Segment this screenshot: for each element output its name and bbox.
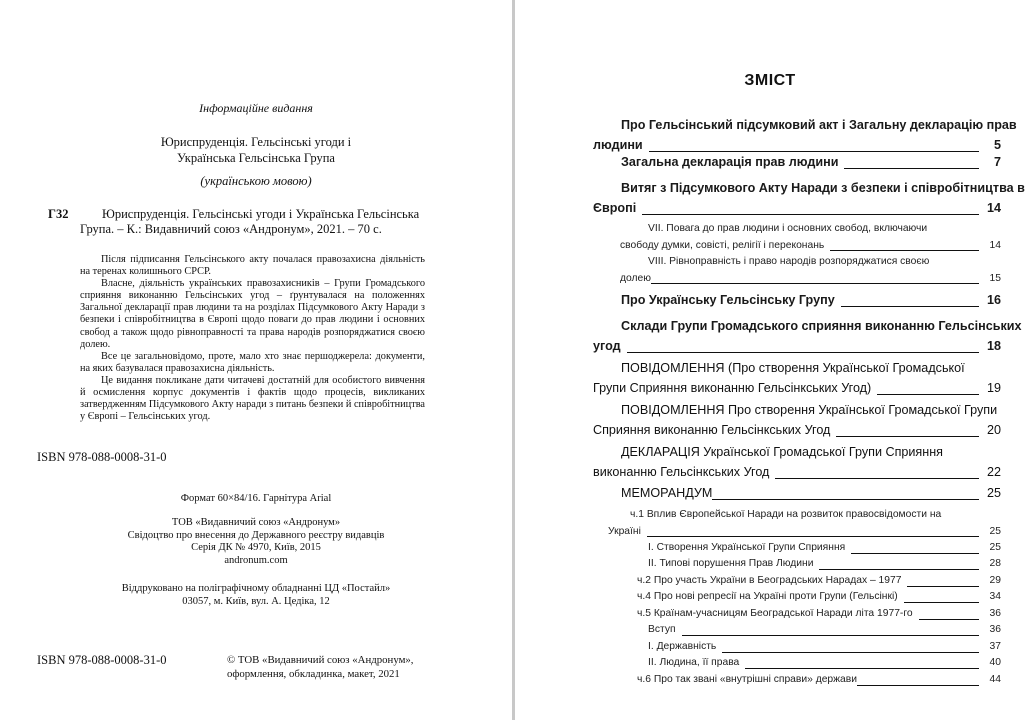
catalog-code: Г32 xyxy=(48,207,69,221)
toc-entry[interactable] xyxy=(648,639,1001,656)
toc-leader-line xyxy=(919,619,979,620)
toc-entry-title: ч.2 Про участь України в Београдських Нарадах – 1977 xyxy=(637,575,902,586)
toc-entry-title: ч.6 Про так звані «внутрішні справи» держави xyxy=(637,674,858,685)
toc-page-number: 25 xyxy=(986,486,1001,500)
toc-entry-title: ПОВІДОМЛЕННЯ Про створення Української Громадської Групи xyxy=(621,403,998,417)
printer-line: 03057, м. Київ, вул. А. Цедіка, 12 xyxy=(182,596,330,607)
publisher-website: andronum.com xyxy=(224,554,288,566)
toc-entry-title: ІІ. Типові порушення Прав Людини xyxy=(648,558,814,569)
toc-page-number: 25 xyxy=(989,525,1001,537)
toc-leader-line xyxy=(904,602,979,603)
book-title-line: Українська Гельсінська Група xyxy=(177,151,335,165)
toc-leader-line xyxy=(819,569,979,570)
toc-entry-title: ч.1 Вплив Європейської Наради на розвиток правосвідомости на xyxy=(630,509,942,520)
toc-entry-title-cont: людини xyxy=(593,138,643,152)
abstract-paragraph: Власне, діяльність українських правозахисників – Групи Громадського сприяння виконанню Гельсінських угод – ґрунтувалася на положеннях Загальної декларації прав людини та на розділах Підсумкового Акту Наради з безпеки і співробітництва в Європі щодо поваги до прав людини і основних свобод а також щодо рівноправності та права народів розпоряджатися своєю долею. xyxy=(80,278,425,350)
toc-entry-title: ПОВІДОМЛЕННЯ (Про створення Української Громадської xyxy=(621,361,965,375)
toc-entry[interactable] xyxy=(593,316,1022,356)
book-title xyxy=(0,134,512,166)
toc-entry-title: Про Гельсінський підсумковий акт і Загальну декларацію прав xyxy=(621,118,1017,132)
toc-entry[interactable] xyxy=(648,655,1001,672)
toc-entry[interactable] xyxy=(593,358,1001,398)
toc-leader-line xyxy=(642,214,979,215)
copyright-line: оформлення, обкладинка, макет, 2021 xyxy=(227,668,400,680)
toc-entry-title-cont: виконанню Гельсінкських Угод xyxy=(593,465,770,479)
toc-page-number: 36 xyxy=(989,608,1001,619)
toc-entry-title-cont: свободу думки, совісті, релігії і переконань xyxy=(620,240,825,251)
toc-leader-line xyxy=(651,283,979,284)
toc-entry-title: VIII. Рівноправність і право народів розпоряджатися своєю xyxy=(648,256,930,267)
printer-line: Віддруковано на поліграфічному обладнанні ЦД «Постайл» xyxy=(121,583,391,594)
toc-entry-title: ч.4 Про нові репресії на Україні проти Групи (Гельсінкі) xyxy=(637,591,898,602)
toc-entry[interactable] xyxy=(648,540,1001,557)
toc-page-number: 28 xyxy=(989,558,1001,569)
toc-entry-title: Про Українську Гельсінську Групу xyxy=(621,293,835,307)
toc-page-number: 36 xyxy=(989,624,1001,635)
toc-entry[interactable] xyxy=(593,442,1001,482)
toc-entry[interactable] xyxy=(637,606,1001,623)
toc-entry-title-cont: угод xyxy=(593,339,621,353)
toc-page-number: 20 xyxy=(986,423,1001,437)
language-note: (українською мовою) xyxy=(200,174,312,188)
toc-entry-title-cont: долею xyxy=(620,273,651,284)
toc-leader-line xyxy=(745,668,979,669)
abstract-paragraph: Після підписання Гельсінського акту почалася правозахисна діяльність на теренах колишнього СРСР. xyxy=(80,254,425,278)
toc-entry-title: ДЕКЛАРАЦІЯ Української Громадської Групи Сприяння xyxy=(621,445,943,459)
toc-entry[interactable] xyxy=(593,483,1001,503)
toc-entry-title: Загальна декларація прав людини xyxy=(621,155,839,169)
publisher-info xyxy=(0,517,512,567)
toc-leader-line xyxy=(841,306,979,307)
toc-entry-title: Вступ xyxy=(648,624,676,635)
publisher-line: Серія ДК № 4970, Київ, 2015 xyxy=(191,542,321,553)
copyright-notice xyxy=(227,653,414,681)
toc-entry[interactable] xyxy=(608,507,1001,540)
toc-page-number: 40 xyxy=(989,657,1001,668)
toc-entry-title-cont: Європі xyxy=(593,201,637,215)
toc-entry-title: VII. Повага до прав людини і основних свобод, включаючи xyxy=(648,223,928,234)
toc-entry-title-cont: Сприяння виконанню Гельсінкських Угод xyxy=(593,423,831,437)
toc-entry[interactable] xyxy=(593,178,1025,218)
toc-leader-line xyxy=(836,436,979,437)
toc-entry[interactable] xyxy=(648,622,1001,639)
toc-leader-line xyxy=(775,478,979,479)
toc-page-number: 19 xyxy=(986,381,1001,395)
toc-entry[interactable] xyxy=(593,152,1001,172)
toc-page-number: 29 xyxy=(989,575,1001,586)
toc-page-number: 22 xyxy=(986,465,1001,479)
format-line: Формат 60×84/16. Гарнітура Arial xyxy=(180,493,332,504)
book-title-line: Юриспруденція. Гельсінські угоди і xyxy=(160,135,352,149)
bibliographic-entry: Юриспруденція. Гельсінські угоди і Українська Гельсінська Група. – К.: Видавничий союз «Андронум», 2021. – 70 с. xyxy=(80,207,420,236)
toc-leader-line xyxy=(857,685,979,686)
toc-entry[interactable] xyxy=(593,400,1001,440)
toc-entry[interactable] xyxy=(593,115,1017,155)
toc-leader-line xyxy=(844,168,979,169)
toc-entry-title: Витяг з Підсумкового Акту Наради з безпеки і співробітництва в xyxy=(621,181,1025,195)
toc-entry[interactable] xyxy=(620,253,1001,287)
toc-page-number: 34 xyxy=(989,591,1001,602)
abstract-paragraph: Це видання покликане дати читачеві достатній для особистого вивчення й осмислення корпус документів і фактів щодо процесів, викликаних затвердженням Підсумкового Акту наради з питань безпеки й співробітництва у Європі – Гельсінських угод. xyxy=(80,374,425,423)
toc-entry[interactable] xyxy=(637,589,1001,606)
copyright-line: © ТОВ «Видавничий союз «Андронум», xyxy=(227,654,414,666)
toc-entry-title: І. Державність xyxy=(648,641,717,652)
toc-page-number: 44 xyxy=(989,674,1001,685)
toc-title: ЗМІСТ xyxy=(744,72,796,89)
isbn-bottom: ISBN 978-088-0008-31-0 xyxy=(37,653,167,667)
toc-page-number: 5 xyxy=(993,138,1001,152)
publisher-line: ТОВ «Видавничий союз «Андронум» xyxy=(171,517,341,528)
toc-entry-title: ІІ. Людина, її права xyxy=(648,657,740,668)
toc-leader-line xyxy=(712,499,979,500)
printer-info xyxy=(0,582,512,608)
abstract-paragraph: Все це загальновідомо, проте, мало хто знає першоджерела: документи, на яких базувалася правозахисна діяльність. xyxy=(80,350,425,374)
toc-page-number: 7 xyxy=(993,155,1001,169)
toc-page-number: 37 xyxy=(989,641,1001,652)
toc-page-number: 18 xyxy=(986,339,1001,353)
toc-entry[interactable] xyxy=(648,556,1001,573)
toc-entry-title: І. Створення Української Групи Сприяння xyxy=(648,542,846,553)
toc-leader-line xyxy=(627,352,979,353)
toc-page-number: 16 xyxy=(986,293,1001,307)
toc-entry[interactable] xyxy=(620,220,1001,254)
edition-type-label: Інформаційне видання xyxy=(199,101,313,115)
toc-leader-line xyxy=(830,250,979,251)
toc-leader-line xyxy=(907,586,979,587)
toc-entry-title: МЕМОРАНДУМ xyxy=(621,486,713,500)
toc-entry-title-cont: Групи Сприяння виконанню Гельсінкських Угод) xyxy=(593,381,872,395)
toc-leader-line xyxy=(722,652,979,653)
toc-page-number: 14 xyxy=(986,201,1001,215)
toc-entry[interactable] xyxy=(637,672,1001,689)
abstract xyxy=(80,254,425,423)
toc-leader-line xyxy=(851,553,979,554)
toc-page-number: 14 xyxy=(989,240,1001,251)
toc-page-number: 25 xyxy=(989,542,1001,553)
toc-entry[interactable] xyxy=(637,573,1001,590)
toc-page-number: 15 xyxy=(989,273,1001,284)
isbn: ISBN 978-088-0008-31-0 xyxy=(37,450,167,464)
toc-leader-line xyxy=(877,394,979,395)
toc-entry[interactable] xyxy=(593,290,1001,310)
toc-entry-title: Склади Групи Громадського сприяння виконанню Гельсінських xyxy=(621,319,1022,333)
publisher-line: Свідоцтво про внесення до Державного реєстру видавців xyxy=(127,529,385,541)
toc-leader-line xyxy=(647,536,979,537)
toc-entry-title: ч.5 Країнам-учасницям Београдської Наради літа 1977-го xyxy=(637,608,913,619)
toc-entry-title-cont: Україні xyxy=(608,525,641,537)
toc-leader-line xyxy=(682,635,979,636)
